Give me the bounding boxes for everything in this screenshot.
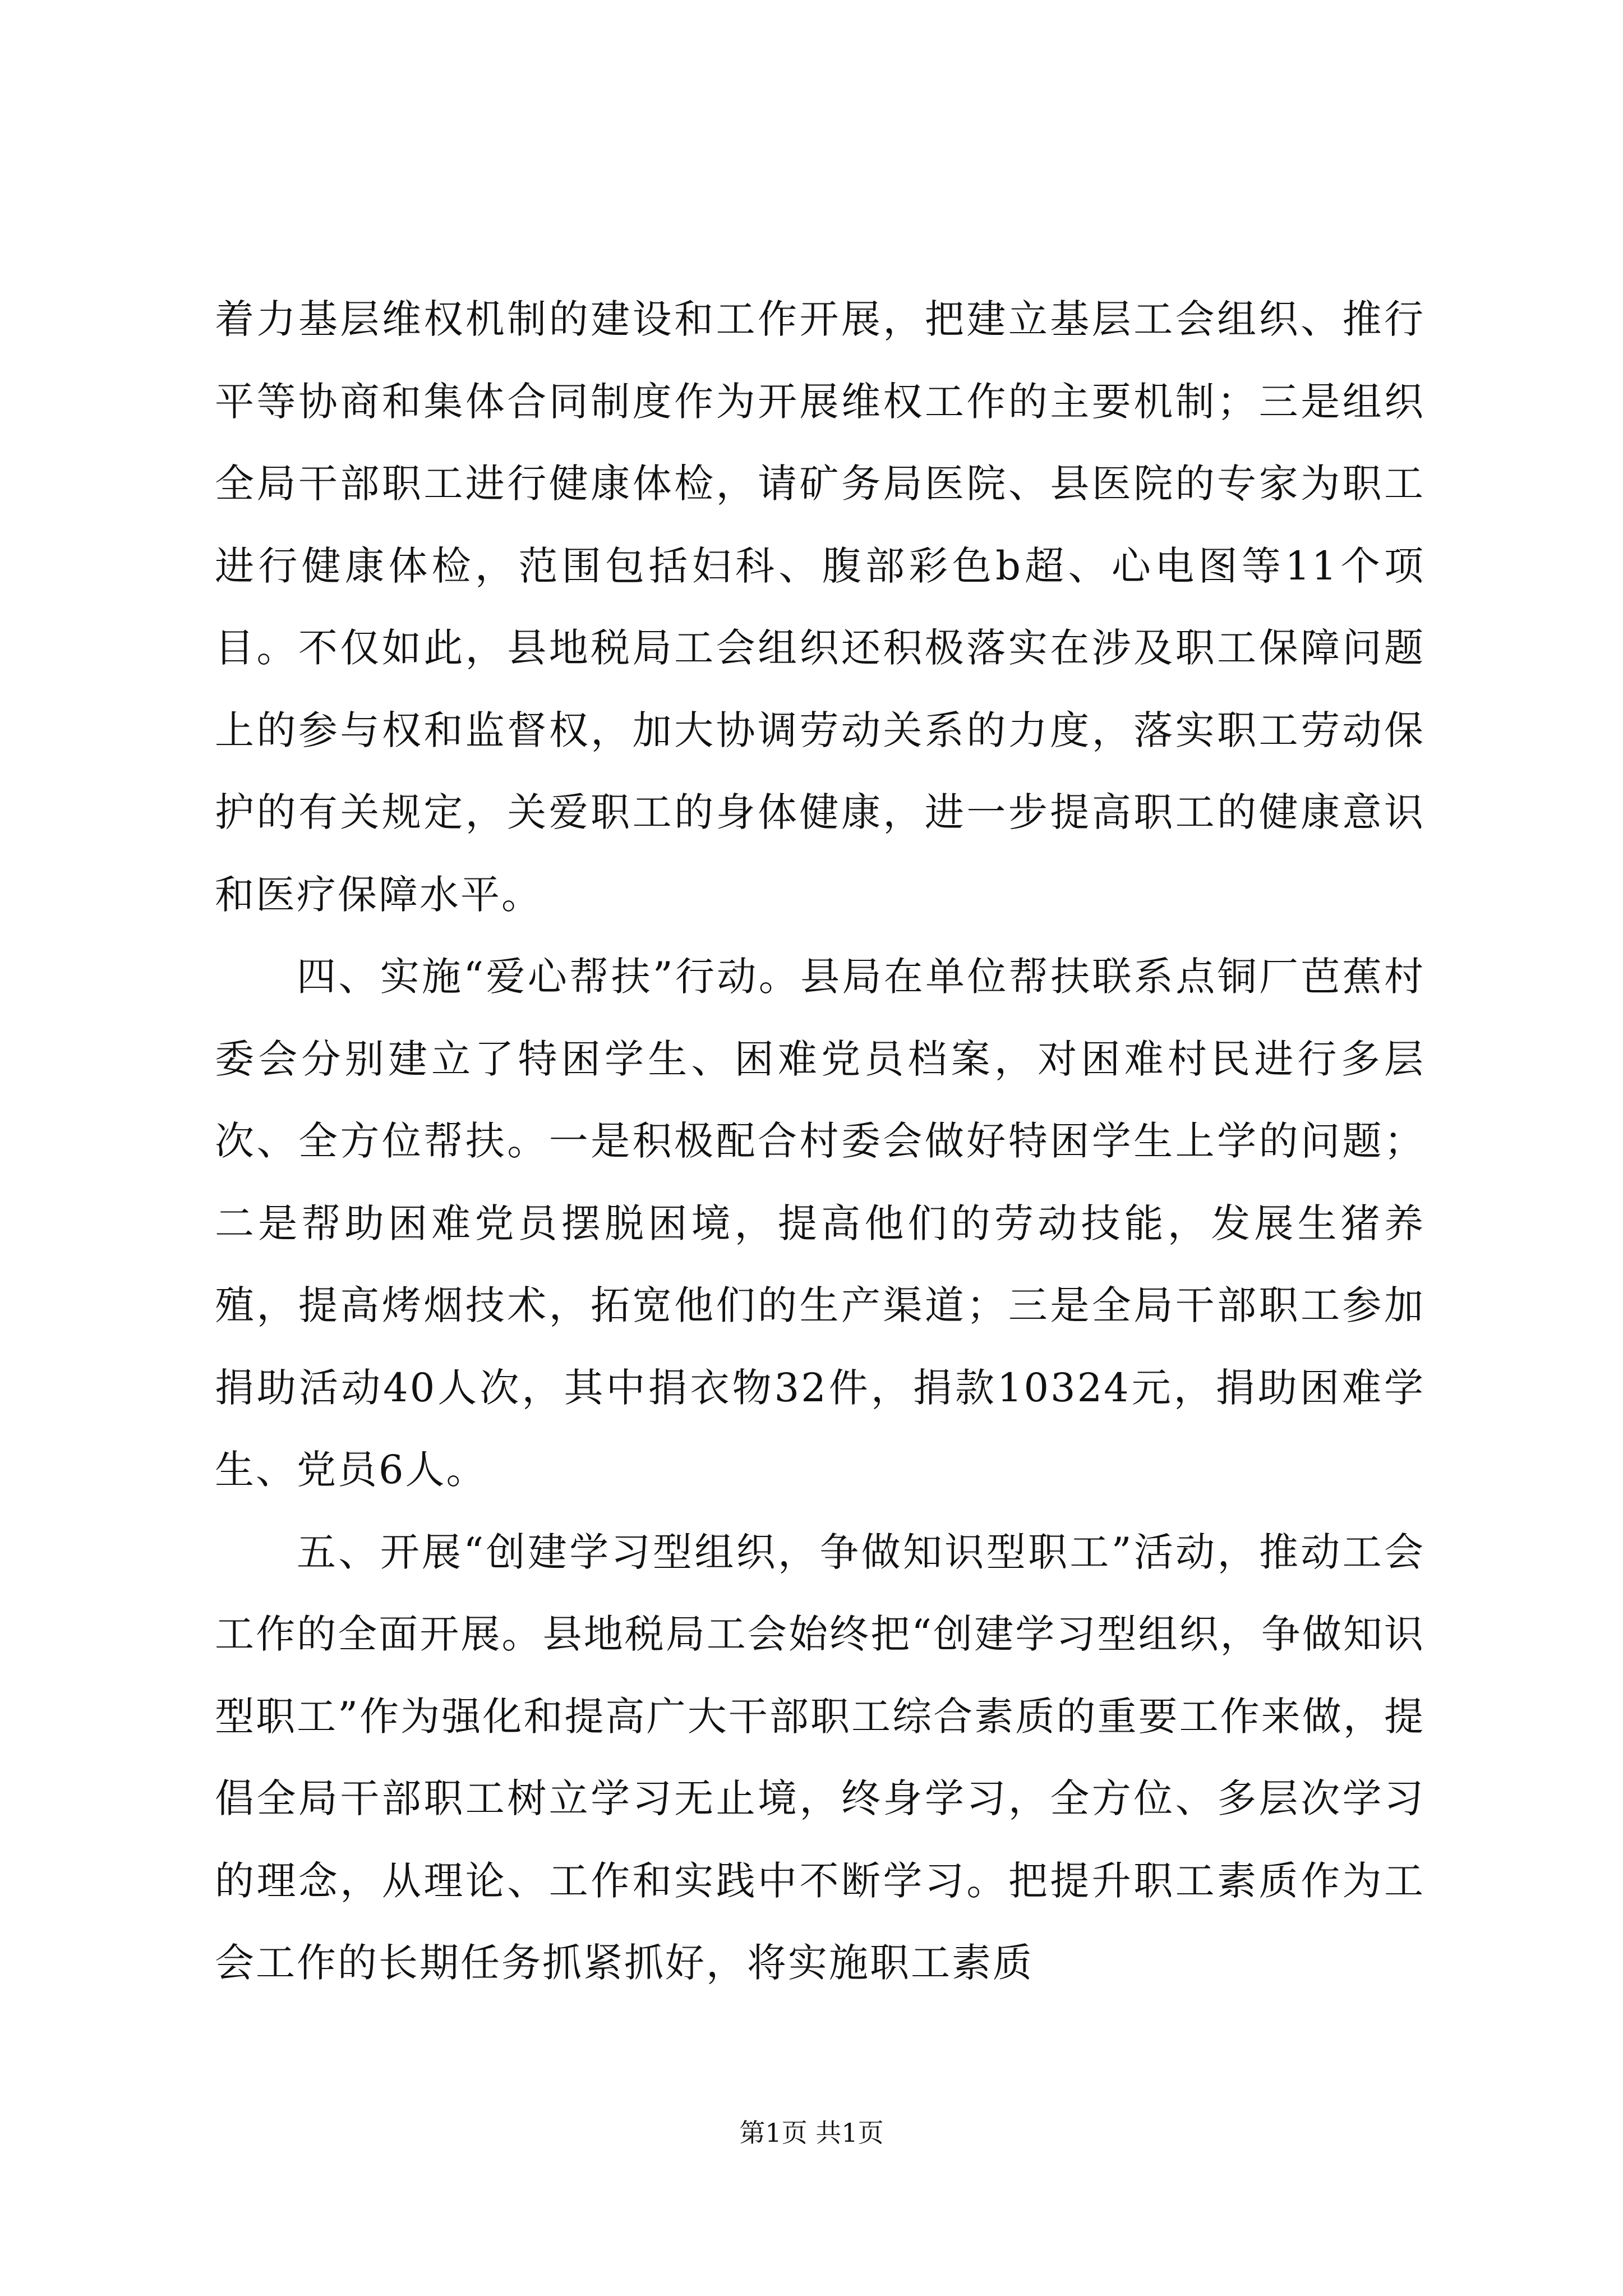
- document-body: [215, 278, 1425, 2004]
- paragraph-caring-assistance: 四、实施“爱心帮扶”行动。县局在单位帮扶联系点铜厂芭蕉村委会分别建立了特困学生、困难党员档案，对困难村民进行多层次、全方位帮扶。一是积极配合村委会做好特困学生上学的问题；二是帮助困难党员摆脱困境，提高他们的劳动技能，发展生猪养殖，提高烤烟技术，拓宽他们的生产渠道；三是全局干部职工参加捐助活动40人次，其中捐衣物32件，捐款10324元，捐助困难学生、党员6人。: [215, 954, 1425, 1493]
- page-footer: 第1页 共1页: [739, 2118, 884, 2148]
- paragraph-learning-organization: 五、开展“创建学习型组织，争做知识型职工”活动，推动工会工作的全面开展。县地税局工会始终把“创建学习型组织，争做知识型职工”作为强化和提高广大干部职工综合素质的重要工作来做，提倡全局干部职工树立学习无止境，终身学习，全方位、多层次学习的理念，从理论、工作和实践中不断学习。把提升职工素质作为工会工作的长期任务抓紧抓好，将实施职工素质: [215, 1529, 1425, 1986]
- paragraph-health-checkup: 着力基层维权机制的建设和工作开展，把建立基层工会组织、推行平等协商和集体合同制度作为开展维权工作的主要机制；三是组织全局干部职工进行健康体检，请矿务局医院、县医院的专家为职工进行健康体检，范围包括妇科、腹部彩色b超、心电图等11个项目。不仅如此，县地税局工会组织还积极落实在涉及职工保障问题上的参与权和监督权，加大协调劳动关系的力度，落实职工劳动保护的有关规定，关爱职工的身体健康，进一步提高职工的健康意识和医疗保障水平。: [215, 296, 1425, 918]
